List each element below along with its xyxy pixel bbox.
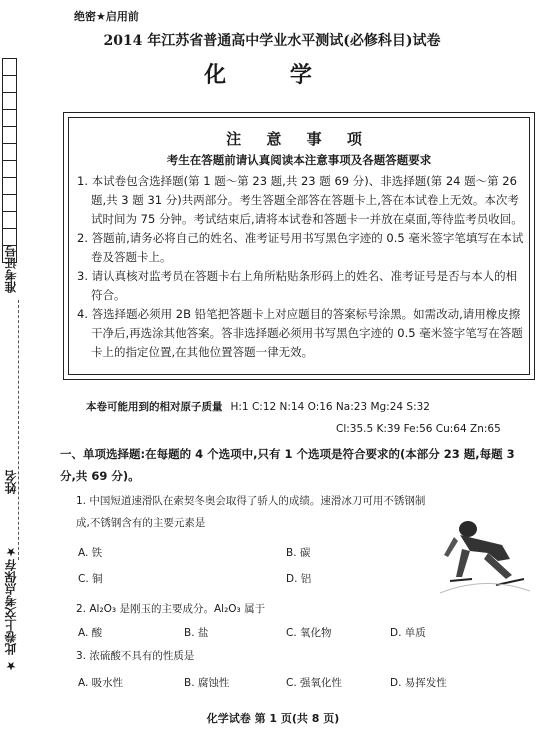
speed-skater-image [440,515,530,595]
question-2-stem: 2. Al₂O₃ 是刚玉的主要成分。Al₂O₃ 属于 [76,603,266,615]
question-1-option-a: A. 铁 [78,547,103,559]
question-3-option-a: A. 吸水性 [78,677,124,689]
question-2-option-b: B. 盐 [184,627,209,639]
notice-item: 1. 本试卷包含选择题(第 1 题～第 23 题,共 23 题 69 分)、非选择题(第 24 题～第 26 题,共 3 题 31 分)共两部分。考生答题全部答在答题卡上,答在本试卷上无效。本次考试时间为 75 分钟。考试结束后,请将本试卷和答题卡一并放在桌面,等待监考员收回。 [77,174,523,226]
top-secret-label: 绝密★启用前 [74,10,139,23]
notice-box [63,112,535,380]
notice-item: 2. 答题前,请务必将自己的姓名、准考证号用书写黑色字迹的 0.5 毫米签字笔填写在本试卷及答题卡上。 [77,231,524,264]
atomic-masses-label: 本卷可能用到的相对原子质量 [86,401,223,413]
question-1-stem: 1. 中国短道速滑队在索契冬奥会取得了骄人的成绩。速滑冰刀可用不锈钢制成,不锈钢含有的主要元素是 [76,495,426,529]
notice-item: 3. 请认真核对监考员在答题卡右上角所粘贴条形码上的姓名、准考证号是否与本人的相符合。 [77,269,518,302]
notice-subtitle: 考生在答题前请认真阅读本注意事项及各题答题要求 [166,153,432,167]
subject-title: 化 学 [204,62,340,88]
question-3-option-c: C. 强氧化性 [286,677,343,689]
question-1-option-b: B. 碳 [286,547,311,559]
atomic-masses [86,396,526,440]
question-3-option-b: B. 腐蚀性 [184,677,230,689]
page-footer: 化学试卷 第 1 页(共 8 页) [206,712,340,725]
section-heading: 一、单项选择题:在每题的 4 个选项中,只有 1 个选项是符合要求的(本部分 23 题,每题 3 分,共 69 分)。 [60,447,515,483]
question-2-option-a: A. 酸 [78,627,103,639]
cut-line [18,300,20,560]
notice-item: 4. 答选择题必须用 2B 铅笔把答题卡上对应题目的答案标号涂黑。如需改动,请用橡皮擦干净后,再选涂其他答案。答非选择题必须用书写黑色字迹的 0.5 毫米签字笔写在答题卡上的指定位置,在其他位置答题一律无效。 [77,307,523,359]
question-1-option-d: D. 铝 [286,573,312,585]
name-label: 姓名 [4,470,18,494]
exam-number-label: 准考证号 [4,245,18,293]
question-2-option-d: D. 单质 [390,627,426,639]
exam-number-boxes [2,58,17,262]
notice-title: 注 意 事 项 [226,130,372,148]
question-3-option-d: D. 易挥发性 [390,677,447,689]
question-3-stem: 3. 浓硫酸不具有的性质是 [76,650,195,662]
question-1-option-c: C. 铜 [78,573,103,585]
notice-list [77,172,527,362]
question-2-option-c: C. 氧化物 [286,627,332,639]
exam-title: 2014 年江苏省普通高中学业水平测试(必修科目)试卷 [103,33,441,49]
atomic-masses-row1: H:1 C:12 N:14 O:16 Na:23 Mg:24 S:32 [230,401,430,413]
keep-warning: ★ 此卷上交考点保存★ [4,545,18,674]
atomic-masses-row2: Cl:35.5 K:39 Fe:56 Cu:64 Zn:65 [336,423,501,435]
